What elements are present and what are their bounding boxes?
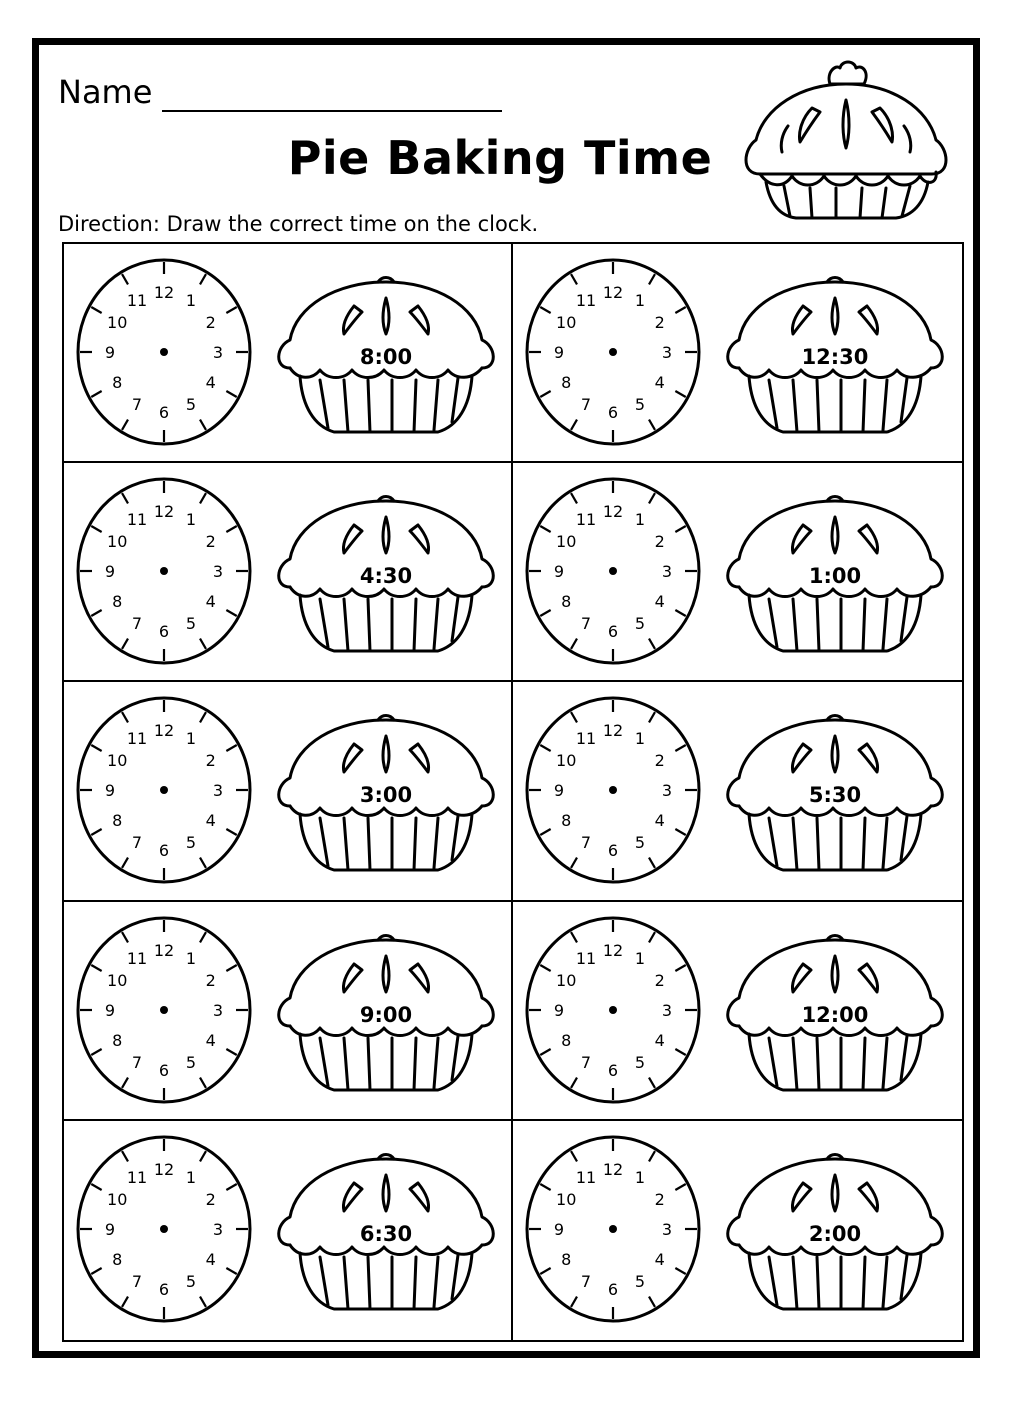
clock-number: 4 (654, 373, 665, 392)
clock-number: 5 (185, 394, 197, 414)
clock-number: 2 (654, 751, 665, 771)
blank-clock-face[interactable] (523, 912, 703, 1108)
clock-number: 4 (205, 811, 216, 831)
clock-number: 5 (185, 1052, 197, 1072)
pie-label-area (276, 276, 496, 444)
clock-number: 6 (158, 403, 170, 422)
blank-clock-face[interactable] (523, 473, 703, 669)
clock-number: 8 (112, 811, 123, 831)
clock-number: 7 (131, 614, 143, 634)
clock-number: 11 (126, 510, 148, 530)
clock-number: 11 (126, 948, 148, 968)
clock-number: 7 (580, 394, 592, 414)
clock-number: 6 (158, 1279, 170, 1299)
clock-number: 8 (561, 373, 572, 392)
clock-center-dot (160, 786, 168, 794)
clock-number: 8 (112, 592, 123, 612)
clock-number: 7 (131, 394, 143, 414)
clock-number: 1 (634, 510, 646, 530)
target-time-label: 4:30 (359, 564, 413, 589)
clock-number: 12 (602, 940, 624, 960)
exercise-grid (62, 242, 964, 1342)
clock-number: 12 (602, 721, 624, 741)
clock-number: 4 (205, 1030, 216, 1050)
clock-number: 10 (107, 751, 128, 771)
header-pie-icon (740, 56, 952, 224)
clock-number: 3 (212, 1000, 224, 1020)
blank-clock-face[interactable] (74, 473, 254, 669)
clock-number: 9 (104, 1219, 116, 1239)
clock-number: 9 (104, 1000, 116, 1020)
clock-number: 3 (212, 562, 224, 582)
clock-number: 7 (580, 1271, 592, 1291)
clock-number: 4 (654, 1030, 665, 1050)
target-time-label: 1:00 (808, 564, 862, 589)
clock-number: 11 (575, 729, 597, 749)
clock-number: 6 (607, 1279, 619, 1299)
exercise-cell (513, 902, 962, 1121)
clock-number: 5 (634, 833, 646, 853)
clock-number: 5 (634, 394, 646, 414)
clock-number: 7 (131, 1271, 143, 1291)
clock-number: 3 (661, 562, 673, 582)
clock-number: 10 (107, 1189, 128, 1209)
clock-number: 2 (654, 970, 665, 990)
clock-number: 6 (158, 841, 170, 861)
clock-number: 4 (654, 592, 665, 612)
clock-number: 1 (185, 1167, 197, 1187)
clock-number: 9 (553, 781, 565, 801)
clock-number: 2 (205, 751, 216, 771)
clock-number: 9 (553, 343, 565, 362)
target-time-label: 3:00 (359, 783, 413, 808)
pie-label-area (276, 1153, 496, 1321)
clock-number: 12 (153, 721, 175, 741)
clock-center-dot (609, 786, 617, 794)
clock-number: 3 (212, 343, 224, 362)
name-row (58, 68, 518, 116)
clock-number: 9 (553, 1219, 565, 1239)
clock-number: 8 (112, 373, 123, 392)
clock-number: 5 (185, 1271, 197, 1291)
clock-center-dot (160, 1225, 168, 1233)
exercise-cell (64, 902, 513, 1121)
clock-center-dot (609, 567, 617, 575)
exercise-cell (513, 682, 962, 901)
blank-clock-face[interactable] (74, 1131, 254, 1327)
blank-clock-face[interactable] (523, 1131, 703, 1327)
clock-number: 12 (153, 502, 175, 522)
clock-number: 5 (634, 614, 646, 634)
clock-number: 6 (607, 1060, 619, 1080)
clock-number: 5 (634, 1052, 646, 1072)
clock-number: 11 (126, 1167, 148, 1187)
clock-number: 3 (212, 781, 224, 801)
clock-number: 1 (185, 948, 197, 968)
clock-number: 1 (185, 291, 197, 311)
pie-label-area (725, 1153, 945, 1321)
clock-number: 8 (561, 1030, 572, 1050)
clock-number: 9 (553, 1000, 565, 1020)
exercise-cell (513, 244, 962, 463)
target-time-label: 12:30 (801, 345, 869, 369)
clock-number: 3 (661, 781, 673, 801)
clock-number: 1 (634, 291, 646, 311)
page-title: Pie Baking Time (287, 131, 713, 185)
target-time-label: 6:30 (359, 1221, 413, 1246)
clock-number: 10 (107, 970, 128, 990)
clock-number: 12 (153, 1159, 175, 1179)
pie-label-area (276, 495, 496, 663)
clock-number: 10 (556, 970, 577, 990)
clock-center-dot (609, 1225, 617, 1233)
clock-number: 8 (561, 592, 572, 612)
clock-number: 3 (661, 1219, 673, 1239)
pie-label-area (725, 934, 945, 1102)
clock-number: 11 (575, 948, 597, 968)
name-input-line[interactable] (162, 110, 502, 112)
pie-label-area (276, 934, 496, 1102)
clock-number: 1 (185, 729, 197, 749)
clock-number: 8 (112, 1030, 123, 1050)
clock-center-dot (609, 1006, 617, 1014)
blank-clock-face[interactable] (74, 912, 254, 1108)
exercise-cell (64, 682, 513, 901)
clock-number: 11 (575, 291, 597, 311)
clock-number: 4 (205, 1249, 216, 1269)
clock-number: 4 (654, 811, 665, 831)
blank-clock-face[interactable] (523, 254, 703, 450)
clock-number: 6 (607, 841, 619, 861)
exercise-cell (513, 1121, 962, 1340)
clock-number: 10 (107, 313, 128, 332)
clock-number: 1 (185, 510, 197, 530)
clock-center-dot (160, 567, 168, 575)
exercise-cell (64, 244, 513, 463)
clock-center-dot (160, 1006, 168, 1014)
clock-number: 3 (661, 1000, 673, 1020)
clock-number: 6 (158, 1060, 170, 1080)
clock-number: 9 (104, 562, 116, 582)
exercise-cell (64, 1121, 513, 1340)
clock-number: 2 (654, 1189, 665, 1209)
target-time-label: 8:00 (359, 345, 413, 369)
clock-number: 12 (153, 283, 175, 302)
clock-number: 10 (556, 532, 577, 552)
clock-number: 4 (654, 1249, 665, 1269)
clock-number: 3 (212, 1219, 224, 1239)
target-time-label: 5:30 (808, 783, 862, 808)
clock-number: 4 (205, 592, 216, 612)
clock-number: 1 (634, 1167, 646, 1187)
clock-number: 4 (205, 373, 216, 392)
clock-number: 6 (607, 622, 619, 642)
clock-number: 6 (158, 622, 170, 642)
blank-clock-face[interactable] (74, 254, 254, 450)
clock-number: 1 (634, 729, 646, 749)
target-time-label: 2:00 (808, 1221, 862, 1246)
blank-clock-face[interactable] (74, 692, 254, 888)
pie-label-area (276, 714, 496, 882)
clock-number: 5 (634, 1271, 646, 1291)
clock-number: 8 (561, 1249, 572, 1269)
clock-number: 11 (126, 729, 148, 749)
clock-number: 12 (602, 502, 624, 522)
blank-clock-face[interactable] (523, 692, 703, 888)
pie-label-area (725, 276, 945, 444)
clock-number: 2 (205, 313, 216, 332)
clock-number: 5 (185, 614, 197, 634)
clock-number: 10 (107, 532, 128, 552)
clock-number: 10 (556, 751, 577, 771)
clock-number: 11 (126, 291, 148, 311)
clock-number: 2 (205, 970, 216, 990)
clock-number: 1 (634, 948, 646, 968)
direction-text: Direction: Draw the correct time on the clock. (58, 212, 539, 236)
clock-center-dot (609, 348, 617, 356)
clock-number: 11 (575, 1167, 597, 1187)
clock-number: 2 (205, 532, 216, 552)
clock-number: 7 (131, 833, 143, 853)
clock-number: 8 (561, 811, 572, 831)
clock-number: 3 (661, 343, 673, 362)
clock-number: 8 (112, 1249, 123, 1269)
clock-number: 2 (654, 313, 665, 332)
clock-number: 7 (580, 614, 592, 634)
target-time-label: 9:00 (359, 1002, 413, 1027)
clock-center-dot (160, 348, 168, 356)
clock-number: 11 (575, 510, 597, 530)
clock-number: 5 (185, 833, 197, 853)
clock-number: 2 (654, 532, 665, 552)
pie-label-area (725, 495, 945, 663)
target-time-label: 12:00 (801, 1002, 869, 1027)
exercise-cell (513, 463, 962, 682)
clock-number: 7 (580, 1052, 592, 1072)
pie-label-area (725, 714, 945, 882)
clock-number: 6 (607, 403, 619, 422)
clock-number: 7 (131, 1052, 143, 1072)
clock-number: 9 (553, 562, 565, 582)
clock-number: 12 (153, 940, 175, 960)
clock-number: 10 (556, 1189, 577, 1209)
clock-number: 12 (602, 1159, 624, 1179)
clock-number: 9 (104, 781, 116, 801)
clock-number: 2 (205, 1189, 216, 1209)
exercise-cell (64, 463, 513, 682)
name-label: Name (58, 73, 153, 111)
clock-number: 9 (104, 343, 116, 362)
clock-number: 10 (556, 313, 577, 332)
clock-number: 7 (580, 833, 592, 853)
clock-number: 12 (602, 283, 624, 302)
